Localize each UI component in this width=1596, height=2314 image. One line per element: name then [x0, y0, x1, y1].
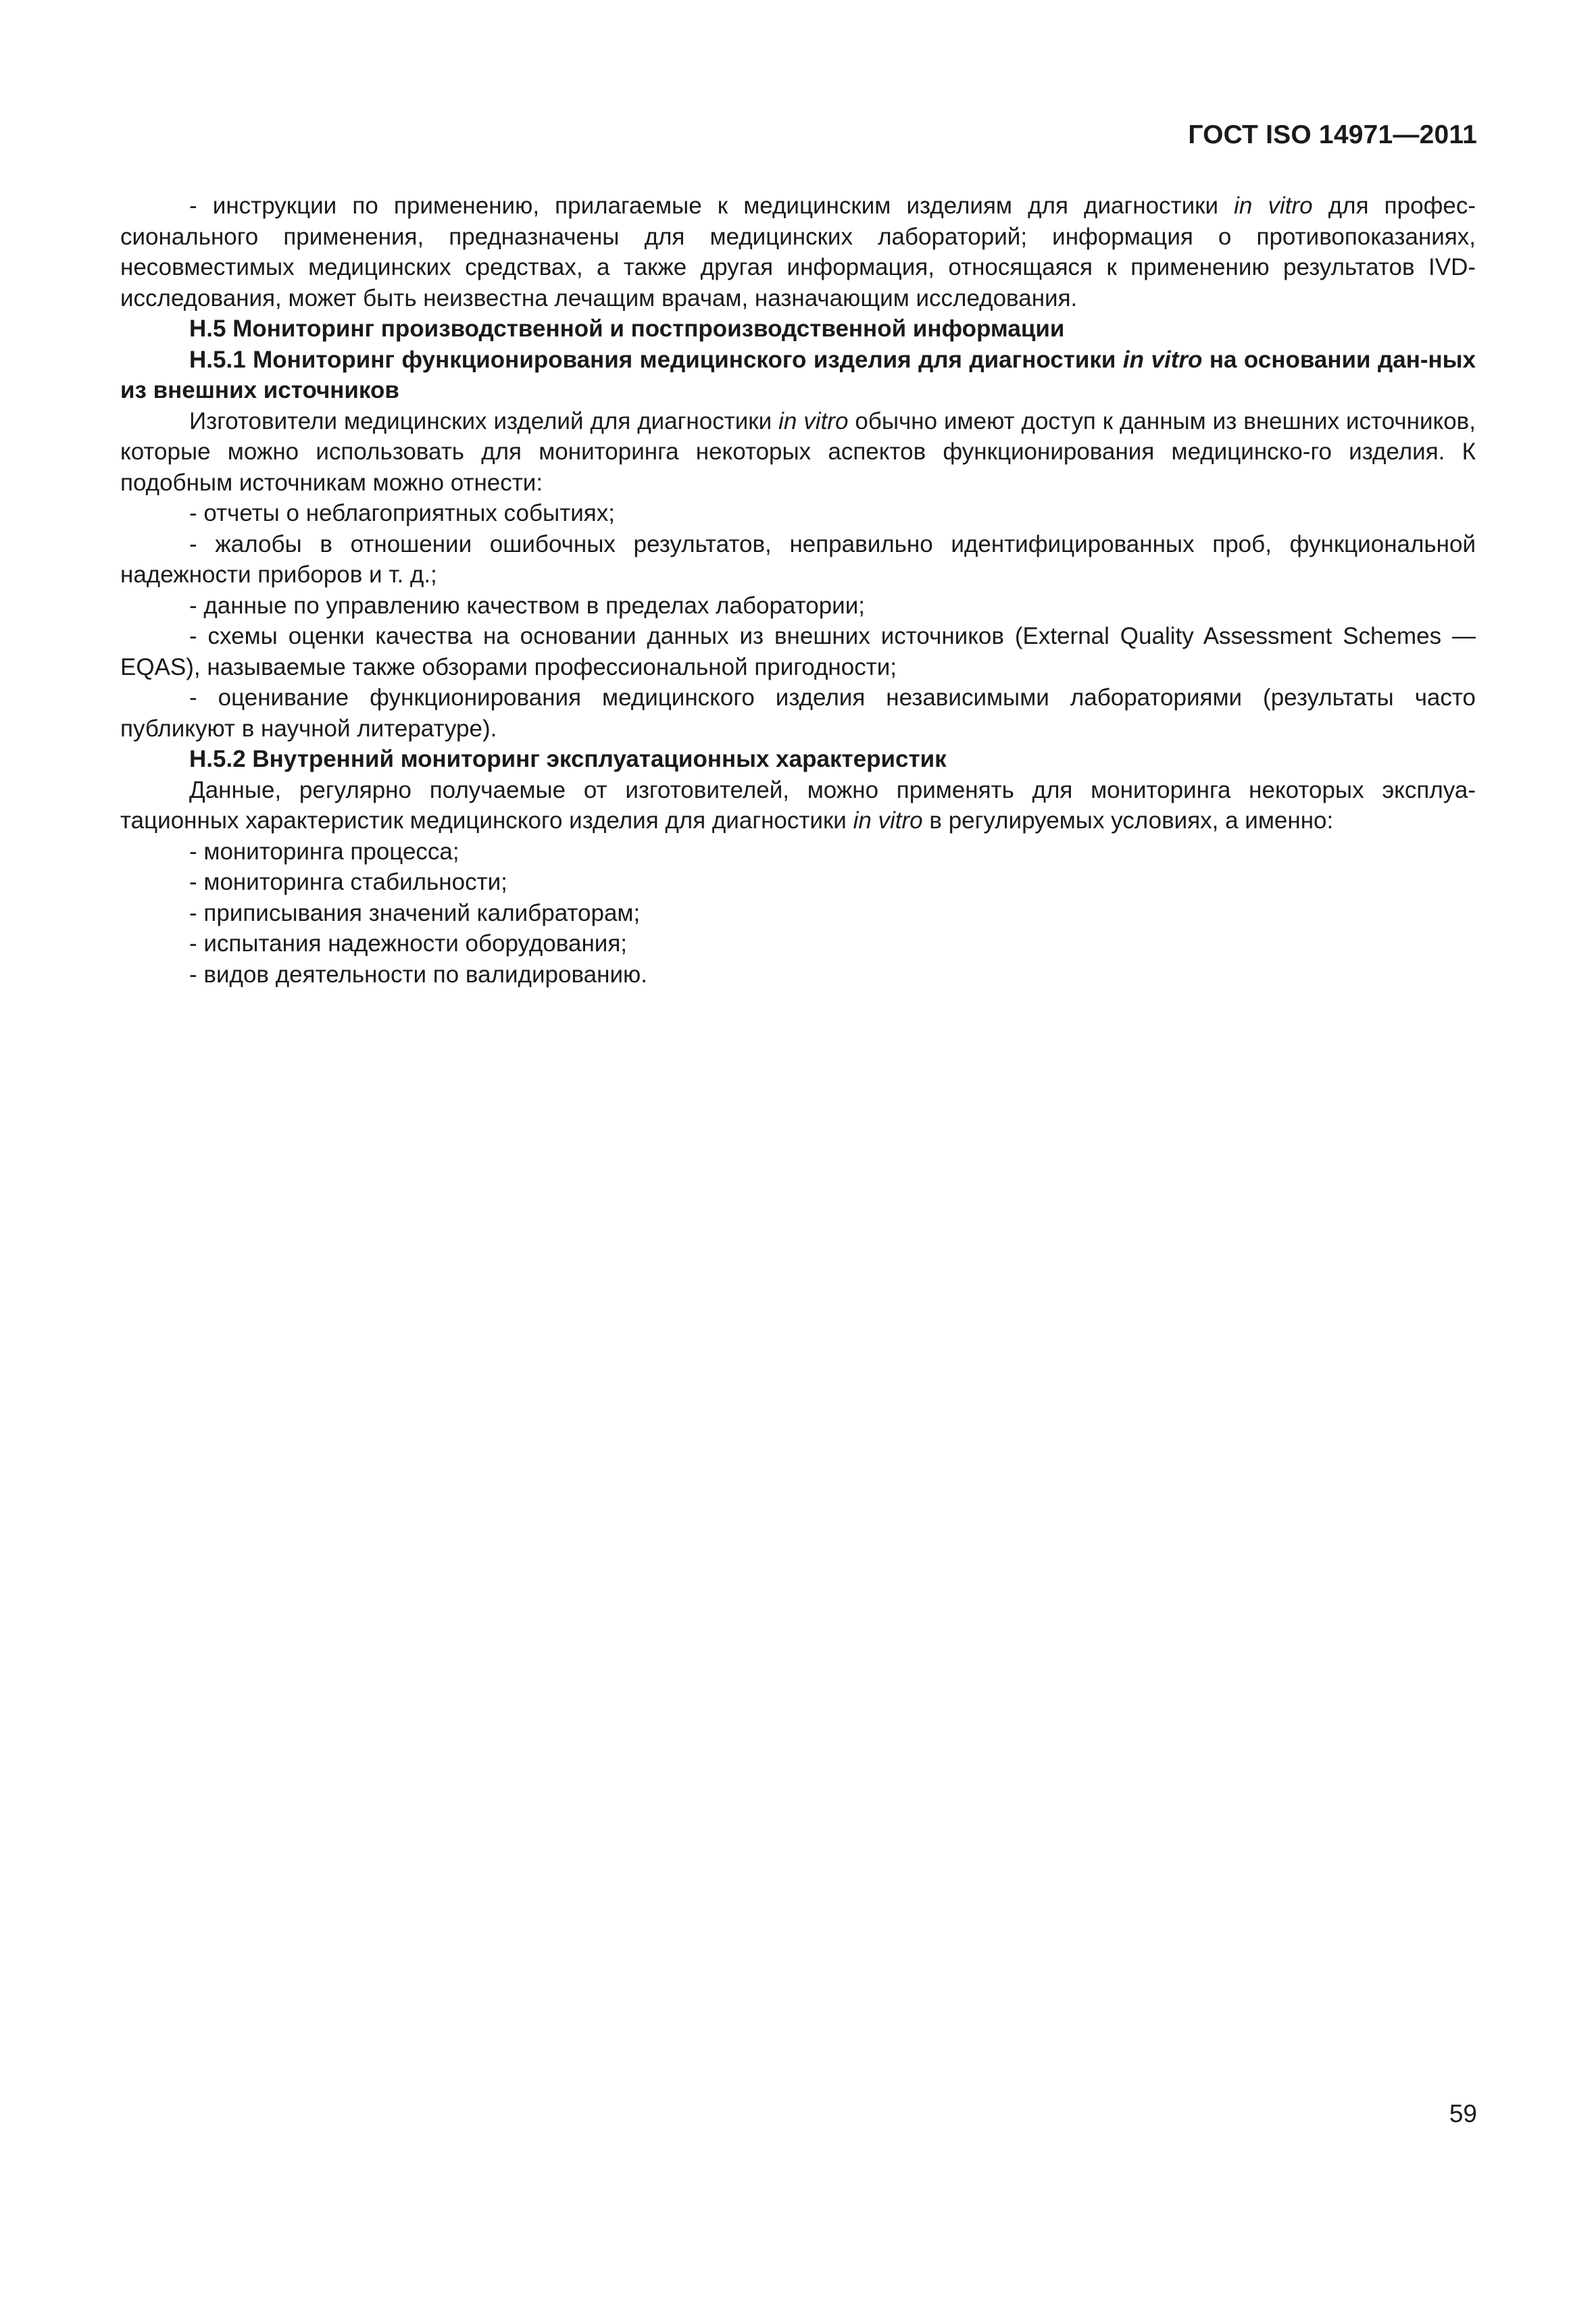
document-code-header: ГОСТ ISO 14971—2011	[1188, 120, 1477, 149]
heading-h5-1: Н.5.1 Мониторинг функционирования медицинского изделия для диагностики in vitro на основании дан-ных из внешних источников	[120, 346, 1476, 403]
paragraph-external-sources: Изготовители медицинских изделий для диагностики in vitro обычно имеют доступ к данным из внешних источников, которые можно использовать для мониторинга некоторых аспектов функционирования медицинско-го изделия. К подобным источникам можно отнести:	[120, 407, 1476, 496]
list-item-quality-control: - данные по управлению качеством в пределах лаборатории;	[189, 592, 866, 619]
page-number: 59	[1449, 2100, 1477, 2128]
list-item-calibrator-values: - приписывания значений калибраторам;	[189, 899, 641, 926]
paragraph-internal-monitoring: Данные, регулярно получаемые от изготовителей, можно применять для мониторинга некоторых эксплуа-тационных характеристик медицинского изделия для диагностики in vitro в регулируемых условиях, а именно:	[120, 776, 1476, 834]
list-item-eqas: - схемы оценки качества на основании данных из внешних источников (External Quality Assessment Schemes — EQAS), называемые также обзорами профессиональной пригодности;	[120, 623, 1476, 680]
page-content	[120, 191, 1476, 990]
list-item-stability-monitoring: - мониторинга стабильности;	[189, 869, 507, 895]
list-item-equipment-reliability: - испытания надежности оборудования;	[189, 930, 627, 957]
paragraph-ivd-instructions: - инструкции по применению, прилагаемые к медицинским изделиям для диагностики in vitro для профес-сионального применения, предназначены для медицинских лабораторий; информация о противопоказаниях, несовместимых медицинских средствах, а также другая информация, относящаяся к применению результатов IVD-исследования, может быть неизвестна лечащим врачам, назначающим исследования.	[120, 193, 1476, 311]
list-item-independent-labs: - оценивание функционирования медицинского изделия независимыми лабораториями (результаты часто публикуют в научной литературе).	[120, 684, 1476, 742]
list-item-adverse-events: - отчеты о неблагоприятных событиях;	[189, 500, 615, 526]
heading-h5: Н.5 Мониторинг производственной и постпроизводственной информации	[189, 316, 1065, 342]
list-item-validation: - видов деятельности по валидированию.	[189, 961, 647, 988]
list-item-complaints: - жалобы в отношении ошибочных результатов, неправильно идентифицированных проб, функциональной надежности приборов и т. д.;	[120, 530, 1476, 588]
heading-h5-2: Н.5.2 Внутренний мониторинг эксплуатационных характеристик	[189, 746, 947, 772]
list-item-process-monitoring: - мониторинга процесса;	[189, 838, 459, 865]
